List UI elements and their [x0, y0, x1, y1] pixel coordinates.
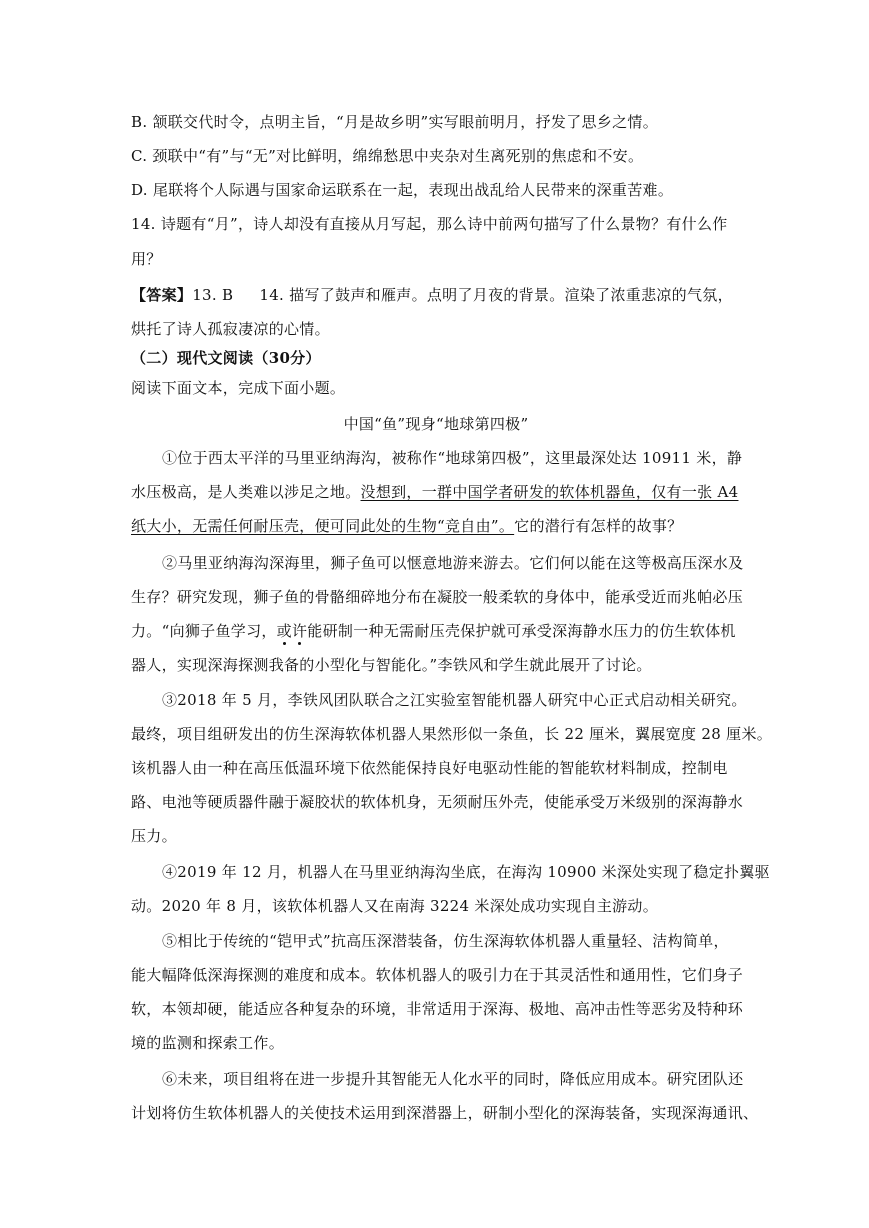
answer-14-line-2: 烘托了诗人孤寂凄凉的心情。: [131, 320, 330, 338]
emphasis-char-2: 许: [291, 622, 308, 640]
paragraph-4-line-1: ④2019 年 12 月，机器人在马里亚纳海沟坐底，在海沟 10900 米深处实现了稳定扑翼驱: [162, 863, 770, 881]
paragraph-5-line-3: 软，本领却硬，能适应各种复杂的环境，非常适用于深海、极地、高冲击性等恶劣及特种环: [131, 1000, 744, 1018]
paragraph-1-line-3: [131, 516, 741, 536]
paragraph-2-line-4: 器人，实现深海探测我备的小型化与智能化。”李铁风和学生就此展开了讨论。: [131, 656, 652, 674]
paragraph-5-line-1: ⑤相比于传统的“铠甲式”抗高压深潜装备，仿生深海软体机器人重量轻、洁构简单，: [162, 932, 729, 950]
underlined-sentence: 没想到，一群中国学者研发的软体机器鱼，仅有一张 A4: [360, 483, 739, 501]
option-b: B. 颔联交代时令，点明主旨，“月是故乡明”实写眼前明月，抒发了思乡之情。: [131, 113, 658, 131]
paragraph-1-line-1: ①位于西太平洋的马里亚纳海沟，被称作“地球第四极”，这里最深处达 10911 米，静: [162, 449, 743, 467]
paragraph-3-line-1: ③2018 年 5 月，李铁风团队联合之江实验室智能机器人研究中心正式启动相关研究。: [162, 691, 747, 709]
paragraph-1-line-2: [131, 482, 741, 502]
emphasis-char-1: 或: [276, 622, 292, 640]
paragraph-3-line-3: 该机器人由一种在高压低温环境下依然能保持良好电驱动性能的智能软材料制成，控制电: [131, 759, 728, 777]
paragraph-5-line-2: 能大幅降低深海探测的难度和成本。软体机器人的吸引力在于其灵活性和通用性，它们身子: [131, 966, 744, 984]
answer-14-line-1: 14. 描写了鼓声和雁声。点明了月夜的背景。渲染了浓重悲凉的气氛，: [259, 286, 733, 304]
reading-instruction: 阅读下面文本，完成下面小题。: [131, 379, 346, 397]
underlined-sentence-end: 纸大小，无需任何耐压壳，便可同此处的生物“竞自由”。: [131, 517, 515, 535]
paragraph-6-line-1: ⑥未来，项目组将在进一步提升其智能无人化水平的同时，降低应用成本。研究团队还: [162, 1070, 744, 1088]
paragraph-3-line-2: 最终，项目组研发出的仿生深海软体机器人果然形似一条鱼，长 22 厘米，翼展宽度 28 厘米。: [131, 725, 773, 743]
paragraph-2-line-3: [131, 621, 741, 641]
paragraph-1-question: 它的潜行有怎样的故事？: [514, 517, 683, 535]
answer-line-1: [131, 285, 741, 305]
answer-13: 13. B: [192, 286, 234, 304]
paragraph-5-line-4: 境的监测和探索工作。: [131, 1034, 285, 1052]
question-14-line-2: 用？: [131, 250, 162, 268]
option-c: C. 颈联中“有”与“无”对比鲜明，绵绵愁思中夹杂对生离死别的焦虑和不安。: [131, 147, 644, 165]
paragraph-2-quote-rest: 能研制一种无需耐压壳保护就可承受深海静水压力的仿生软体机: [307, 622, 736, 640]
paragraph-6-line-2: 计划将仿生软体机器人的关使技术运用到深潜器上，研制小型化的深海装备，实现深海通讯、: [131, 1104, 759, 1122]
paragraph-2-line-2: 生存？研究发现，狮子鱼的骨骼细碎地分布在凝胶一般柔软的身体中，能承受近而兆帕必压: [131, 588, 744, 606]
paragraph-2-quote-start: 力。“向狮子鱼学习，: [131, 622, 277, 640]
paragraph-2-line-1: ②马里亚纳海沟深海里，狮子鱼可以惬意地游来游去。它们何以能在这等极高压深水及: [162, 554, 744, 572]
answer-label: 【答案】: [131, 286, 193, 304]
article-title: 中国“鱼”现身“地球第四极”: [343, 415, 529, 433]
paragraph-3-line-5: 压力。: [131, 827, 177, 845]
section-heading: （二）现代文阅读（30分）: [131, 349, 321, 367]
paragraph-4-line-2: 动。2020 年 8 月，该软体机器人又在南海 3224 米深处成功实现自主游动。: [131, 897, 659, 915]
option-d: D. 尾联将个人际遇与国家命运联系在一起，表现出战乱给人民带来的深重苦难。: [131, 181, 674, 199]
paragraph-3-line-4: 路、电池等硬质器件融于凝胶状的软体机身，无须耐压外壳，使能承受万米级别的深海静水: [131, 793, 744, 811]
question-14-line-1: 14. 诗题有“月”，诗人却没有直接从月写起，那么诗中前两句描写了什么景物？有什么作: [131, 215, 728, 233]
paragraph-1-text: 水压极高，是人类难以涉足之地。: [131, 483, 361, 501]
